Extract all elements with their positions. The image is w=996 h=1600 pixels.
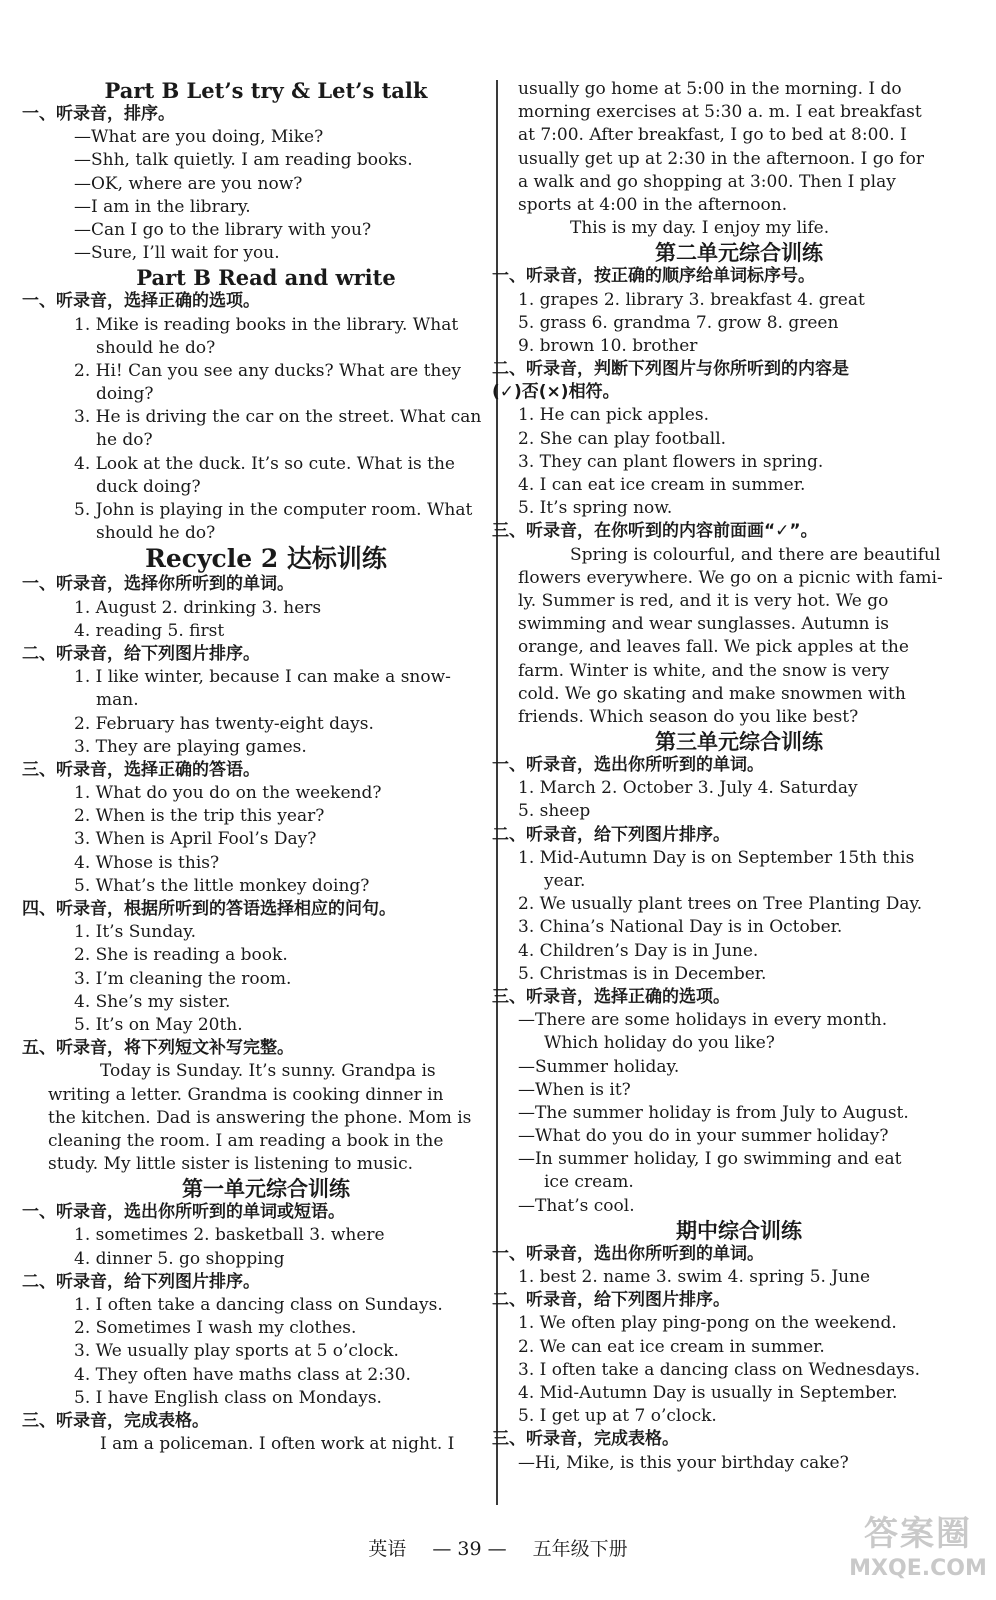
text-line: flowers everywhere. We go on a picnic with fami- [518, 567, 943, 588]
text-line: 3. They can plant flowers in spring. [518, 451, 824, 472]
text-line-continuation: Which holiday do you like? [544, 1033, 775, 1054]
watermark-site-text: MXQE.COM [849, 1556, 987, 1581]
left-column [22, 78, 484, 1456]
text-line: 3. When is April Fool’s Day? [74, 829, 317, 850]
text-line: usually get up at 2:30 in the afternoon. I go for [518, 148, 924, 169]
text-line: morning exercises at 5:30 a. m. I eat breakfast [518, 102, 922, 123]
exercise-instruction: 一、听录音，按正确的顺序给单词标序号。 [492, 266, 815, 287]
section-heading: Recycle 2 达标训练 [145, 544, 387, 574]
text-line: 1. Mid-Autumn Day is on September 15th this [518, 847, 915, 868]
text-line: 2. When is the trip this year? [74, 806, 325, 827]
text-line: farm. Winter is white, and the snow is very [518, 660, 890, 681]
text-line: 2. We usually plant trees on Tree Planting Day. [518, 894, 923, 915]
text-line: the kitchen. Dad is answering the phone. Mom is [48, 1107, 472, 1128]
text-line: orange, and leaves fall. We pick apples at the [518, 637, 909, 658]
text-line: 4. Mid-Autumn Day is usually in September. [518, 1382, 898, 1403]
paragraph-first-line: This is my day. I enjoy my life. [570, 218, 830, 239]
text-line-continuation: should he do? [96, 523, 216, 544]
text-line: 1. I like winter, because I can make a snow- [74, 667, 451, 688]
text-line: 1. He can pick apples. [518, 405, 709, 426]
text-line: ly. Summer is red, and it is very hot. We go [518, 590, 889, 611]
text-line: 5. It’s spring now. [518, 498, 673, 519]
text-line: 4. Look at the duck. It’s so cute. What is the [74, 453, 455, 474]
text-line: 2. Hi! Can you see any ducks? What are they [74, 360, 462, 381]
exercise-instruction: 四、听录音，根据所听到的答语选择相应的问句。 [22, 899, 396, 919]
right-column [492, 78, 960, 1475]
section-heading: Part B Let’s try & Let’s talk [104, 78, 428, 103]
text-line: 5. I get up at 7 o’clock. [518, 1406, 717, 1427]
text-line: 1. I often take a dancing class on Sundays. [74, 1295, 443, 1315]
text-line: sports at 4:00 in the afternoon. [518, 194, 788, 215]
text-line-continuation: should he do? [96, 337, 216, 358]
text-line: —Can I go to the library with you? [74, 219, 372, 240]
section-heading: 期中综合训练 [676, 1217, 802, 1243]
text-line: swimming and wear sunglasses. Autumn is [518, 614, 890, 635]
exercise-instruction: 二、听录音，给下列图片排序。 [22, 1271, 260, 1292]
text-line: 1. August 2. drinking 3. hers [74, 597, 322, 618]
text-line: —The summer holiday is from July to August. [518, 1102, 909, 1123]
text-line: 4. reading 5. first [74, 620, 225, 641]
text-line-continuation: year. [544, 871, 586, 891]
page-footer [0, 1534, 996, 1561]
watermark-logo-text: 答案圈 [864, 1514, 972, 1554]
watermark-logo [848, 1512, 988, 1592]
exercise-instruction: 三、听录音，在你听到的内容前面画“✓”。 [492, 521, 818, 542]
paragraph-first-line: I am a policeman. I often work at night. I [100, 1434, 455, 1455]
text-line: —Shh, talk quietly. I am reading books. [74, 150, 413, 171]
text-line: 5. John is playing in the computer room. What [74, 500, 473, 520]
text-line: 5. I have English class on Mondays. [74, 1387, 382, 1408]
text-line: 3. We usually play sports at 5 o’clock. [74, 1341, 399, 1362]
text-line-continuation: ice cream. [544, 1172, 634, 1193]
text-line: —Sure, I’ll wait for you. [74, 243, 280, 264]
text-line: 1. We often play ping-pong on the weekend. [518, 1313, 897, 1334]
text-line-continuation: he do? [96, 430, 153, 451]
text-line: 9. brown 10. brother [518, 335, 698, 356]
text-line: 3. I often take a dancing class on Wednesdays. [518, 1359, 920, 1380]
exercise-instruction: 一、听录音，选择你所听到的单词。 [22, 574, 294, 595]
text-line: 3. They are playing games. [74, 736, 307, 757]
exercise-instruction: 二、听录音，给下列图片排序。 [492, 1290, 730, 1311]
text-line: —OK, where are you now? [74, 173, 303, 194]
section-heading: Part B Read and write [136, 265, 396, 291]
text-line: cold. We go skating and make snowmen with [518, 683, 906, 704]
text-line: 4. Whose is this? [74, 852, 220, 873]
text-line: 5. sheep [518, 801, 591, 822]
text-line: 4. Children’s Day is in June. [518, 940, 759, 961]
text-line-continuation: doing? [96, 384, 154, 405]
text-line: 2. She is reading a book. [74, 945, 288, 966]
text-line: 1. best 2. name 3. swim 4. spring 5. June [518, 1267, 871, 1287]
exercise-instruction: 二、听录音，判断下列图片与你所听到的内容是 [492, 359, 849, 380]
text-line: —In summer holiday, I go swimming and eat [518, 1149, 902, 1170]
section-heading: 第二单元综合训练 [655, 240, 823, 266]
footer-grade: 五年级下册 [532, 1538, 628, 1560]
exercise-instruction: 一、听录音，选择正确的选项。 [22, 291, 260, 312]
text-line: 1. Mike is reading books in the library. What [74, 314, 459, 335]
text-line: —Hi, Mike, is this your birthday cake? [518, 1452, 849, 1473]
paragraph-first-line: Today is Sunday. It’s sunny. Grandpa is [100, 1061, 436, 1082]
text-line: 1. sometimes 2. basketball 3. where [74, 1225, 385, 1246]
exercise-instruction: (✓)否(×)相符。 [492, 382, 620, 403]
exercise-instruction: 三、听录音，选择正确的答语。 [22, 759, 260, 780]
exercise-instruction: 五、听录音，将下列短文补写完整。 [22, 1038, 294, 1059]
text-line: usually go home at 5:00 in the morning. I do [518, 79, 902, 99]
text-line: —When is it? [518, 1079, 631, 1100]
text-line: —There are some holidays in every month. [518, 1010, 888, 1031]
text-line-continuation: duck doing? [96, 476, 201, 497]
text-line: friends. Which season do you like best? [518, 706, 859, 727]
exercise-instruction: 一、听录音，排序。 [22, 104, 175, 124]
text-line: a walk and go shopping at 3:00. Then I play [518, 171, 896, 192]
text-line: 3. China’s National Day is in October. [518, 917, 843, 938]
text-line: 1. What do you do on the weekend? [74, 783, 382, 804]
text-line: 5. It’s on May 20th. [74, 1014, 243, 1035]
text-line: 4. I can eat ice cream in summer. [518, 475, 806, 495]
text-line: 1. grapes 2. library 3. breakfast 4. great [518, 289, 865, 310]
text-line: —Summer holiday. [518, 1056, 680, 1077]
text-line: 5. Christmas is in December. [518, 963, 767, 984]
text-line: 1. It’s Sunday. [74, 922, 197, 943]
text-line: 2. February has twenty-eight days. [74, 713, 374, 734]
text-line: 4. dinner 5. go shopping [74, 1248, 285, 1269]
paragraph-first-line: Spring is colourful, and there are beautiful [570, 544, 941, 565]
text-line: 2. She can play football. [518, 428, 727, 449]
text-line: —That’s cool. [518, 1195, 635, 1216]
exercise-instruction: 一、听录音，选出你所听到的单词或短语。 [22, 1202, 345, 1223]
text-line: 5. grass 6. grandma 7. grow 8. green [518, 312, 839, 333]
exercise-instruction: 二、听录音，给下列图片排序。 [22, 643, 260, 664]
footer-page-number: — 39 — [432, 1538, 507, 1560]
exercise-instruction: 三、听录音，选择正确的选项。 [492, 986, 730, 1007]
text-line: 2. Sometimes I wash my clothes. [74, 1318, 357, 1339]
text-line: —What are you doing, Mike? [74, 127, 324, 148]
footer-subject: 英语 [368, 1538, 407, 1560]
text-line: 1. March 2. October 3. July 4. Saturday [518, 778, 858, 799]
text-line: 2. We can eat ice cream in summer. [518, 1336, 825, 1357]
text-line: 3. He is driving the car on the street. What can [74, 407, 482, 428]
text-line: 3. I’m cleaning the room. [74, 968, 292, 989]
text-line: writing a letter. Grandma is cooking dinner in [48, 1084, 444, 1105]
exercise-instruction: 三、听录音，完成表格。 [22, 1410, 209, 1431]
exercise-instruction: 一、听录音，选出你所听到的单词。 [492, 755, 764, 776]
text-line: study. My little sister is listening to music. [48, 1154, 414, 1175]
text-line: 4. They often have maths class at 2:30. [74, 1364, 411, 1385]
text-line: cleaning the room. I am reading a book in the [48, 1130, 444, 1151]
exercise-instruction: 二、听录音，给下列图片排序。 [492, 824, 730, 845]
exercise-instruction: 三、听录音，完成表格。 [492, 1429, 679, 1450]
text-line-continuation: man. [96, 690, 139, 711]
text-line: at 7:00. After breakfast, I go to bed at 8:00. I [518, 125, 907, 146]
section-heading: 第一单元综合训练 [182, 1176, 350, 1202]
text-line: 5. What’s the little monkey doing? [74, 875, 370, 896]
exercise-instruction: 一、听录音，选出你所听到的单词。 [492, 1243, 764, 1264]
text-line: —I am in the library. [74, 196, 251, 217]
text-line: 4. She’s my sister. [74, 991, 231, 1012]
text-line: —What do you do in your summer holiday? [518, 1126, 889, 1147]
section-heading: 第三单元综合训练 [655, 729, 823, 755]
